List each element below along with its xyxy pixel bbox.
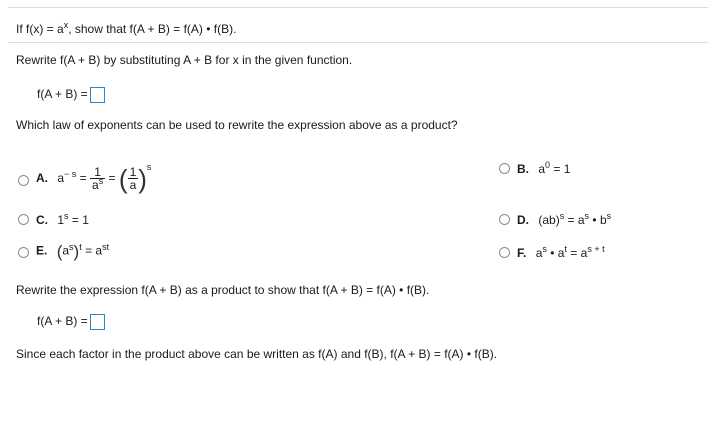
option-b-base: a bbox=[538, 162, 546, 176]
option-f-letter: F. bbox=[517, 246, 527, 260]
option-d-lhs: (ab) bbox=[538, 213, 560, 227]
option-a-frac-den-exp: s bbox=[98, 176, 104, 187]
option-b-radio[interactable] bbox=[499, 163, 510, 174]
option-c-exp: s bbox=[64, 211, 69, 221]
option-f-a2: a bbox=[557, 246, 565, 260]
step3-answer-label: f(A + B) = bbox=[37, 314, 88, 329]
option-f-a1-exp: s bbox=[542, 244, 547, 254]
option-e-rest-exp: st bbox=[102, 241, 110, 252]
option-d-rhs-exp: s bbox=[606, 211, 612, 221]
option-a-frac-den-base: a bbox=[92, 178, 99, 193]
option-a-paren-den: a bbox=[129, 178, 137, 193]
statement-exponent: x bbox=[63, 20, 69, 30]
option-e[interactable]: E. $(a^s)^t = a^{st}$ bbox=[36, 241, 110, 261]
option-a[interactable]: A. $a^{- s}$ = $\frac{1}{a^s}$ = ( $\frac{1}{a}$ )$^s$ bbox=[36, 162, 152, 194]
option-a-letter: A. bbox=[36, 171, 48, 185]
option-e-inner-exp: s bbox=[69, 241, 74, 252]
option-e-inner-base: a bbox=[62, 243, 70, 258]
option-b[interactable] bbox=[517, 162, 570, 176]
top-divider bbox=[8, 7, 708, 8]
option-d-lhs-exp: s bbox=[559, 211, 565, 221]
option-a-eq1: = bbox=[79, 171, 87, 185]
option-d-rhs: b bbox=[599, 213, 607, 227]
option-e-outer-exp: t bbox=[79, 241, 82, 252]
option-a-eq2: = bbox=[108, 171, 116, 185]
option-c-radio[interactable] bbox=[18, 214, 29, 225]
option-c-base: 1 bbox=[57, 213, 65, 227]
option-a-frac-num: 1 bbox=[90, 166, 105, 179]
step3-answer-input[interactable] bbox=[90, 314, 105, 330]
step1-answer-input[interactable] bbox=[90, 87, 105, 103]
option-a-paren-fraction bbox=[128, 166, 139, 191]
option-e-radio[interactable] bbox=[18, 247, 29, 258]
statement-prefix: If f(x) = a bbox=[16, 22, 64, 36]
option-d-mid-exp: s bbox=[584, 211, 590, 221]
option-d-letter: D. bbox=[517, 213, 529, 227]
option-d-mid: = a bbox=[567, 213, 585, 227]
option-b-letter: B. bbox=[517, 162, 529, 176]
option-d[interactable] bbox=[517, 213, 611, 227]
option-a-radio[interactable] bbox=[18, 175, 29, 186]
option-b-exp: 0 bbox=[545, 160, 551, 170]
option-d-dot: • bbox=[592, 213, 597, 227]
option-a-exp: − s bbox=[64, 169, 77, 179]
step1-instruction: Rewrite f(A + B) by substituting A + B for x in the given function. bbox=[16, 53, 353, 67]
step3-answer-row bbox=[37, 314, 105, 330]
step1-answer-row bbox=[37, 87, 105, 103]
option-c-rest: = 1 bbox=[71, 213, 89, 227]
statement-suffix: , show that f(A + B) = f(A) • f(B). bbox=[68, 22, 237, 36]
option-a-paren-num: 1 bbox=[129, 165, 137, 180]
option-f-dot: • bbox=[550, 246, 555, 260]
conclusion-text: Since each factor in the product above can be written as f(A) and f(B), f(A + B) = f(A) • f(B). bbox=[16, 347, 498, 361]
option-e-letter: E. bbox=[36, 243, 48, 258]
step3-instruction: Rewrite the expression f(A + B) as a product to show that f(A + B) = f(A) • f(B). bbox=[16, 283, 430, 297]
step2-question: Which law of exponents can be used to rewrite the expression above as a product? bbox=[16, 118, 458, 132]
statement-divider bbox=[8, 42, 708, 43]
option-d-radio[interactable] bbox=[499, 214, 510, 225]
option-c[interactable] bbox=[36, 213, 89, 227]
option-f-a1: a bbox=[535, 246, 543, 260]
option-a-base: a bbox=[57, 171, 65, 185]
option-a-fraction bbox=[90, 166, 105, 191]
option-e-rest: = a bbox=[85, 243, 103, 258]
problem-statement bbox=[16, 22, 236, 36]
step1-answer-label: f(A + B) = bbox=[37, 87, 88, 102]
option-f-radio[interactable] bbox=[499, 247, 510, 258]
option-b-rest: = 1 bbox=[553, 162, 571, 176]
option-f-eq: = a bbox=[570, 246, 588, 260]
option-f-a2-exp: t bbox=[564, 244, 567, 254]
option-a-paren-exp: s bbox=[146, 162, 152, 172]
option-f-res-exp: s + t bbox=[587, 244, 605, 254]
option-c-letter: C. bbox=[36, 213, 48, 227]
option-f[interactable] bbox=[517, 246, 605, 260]
